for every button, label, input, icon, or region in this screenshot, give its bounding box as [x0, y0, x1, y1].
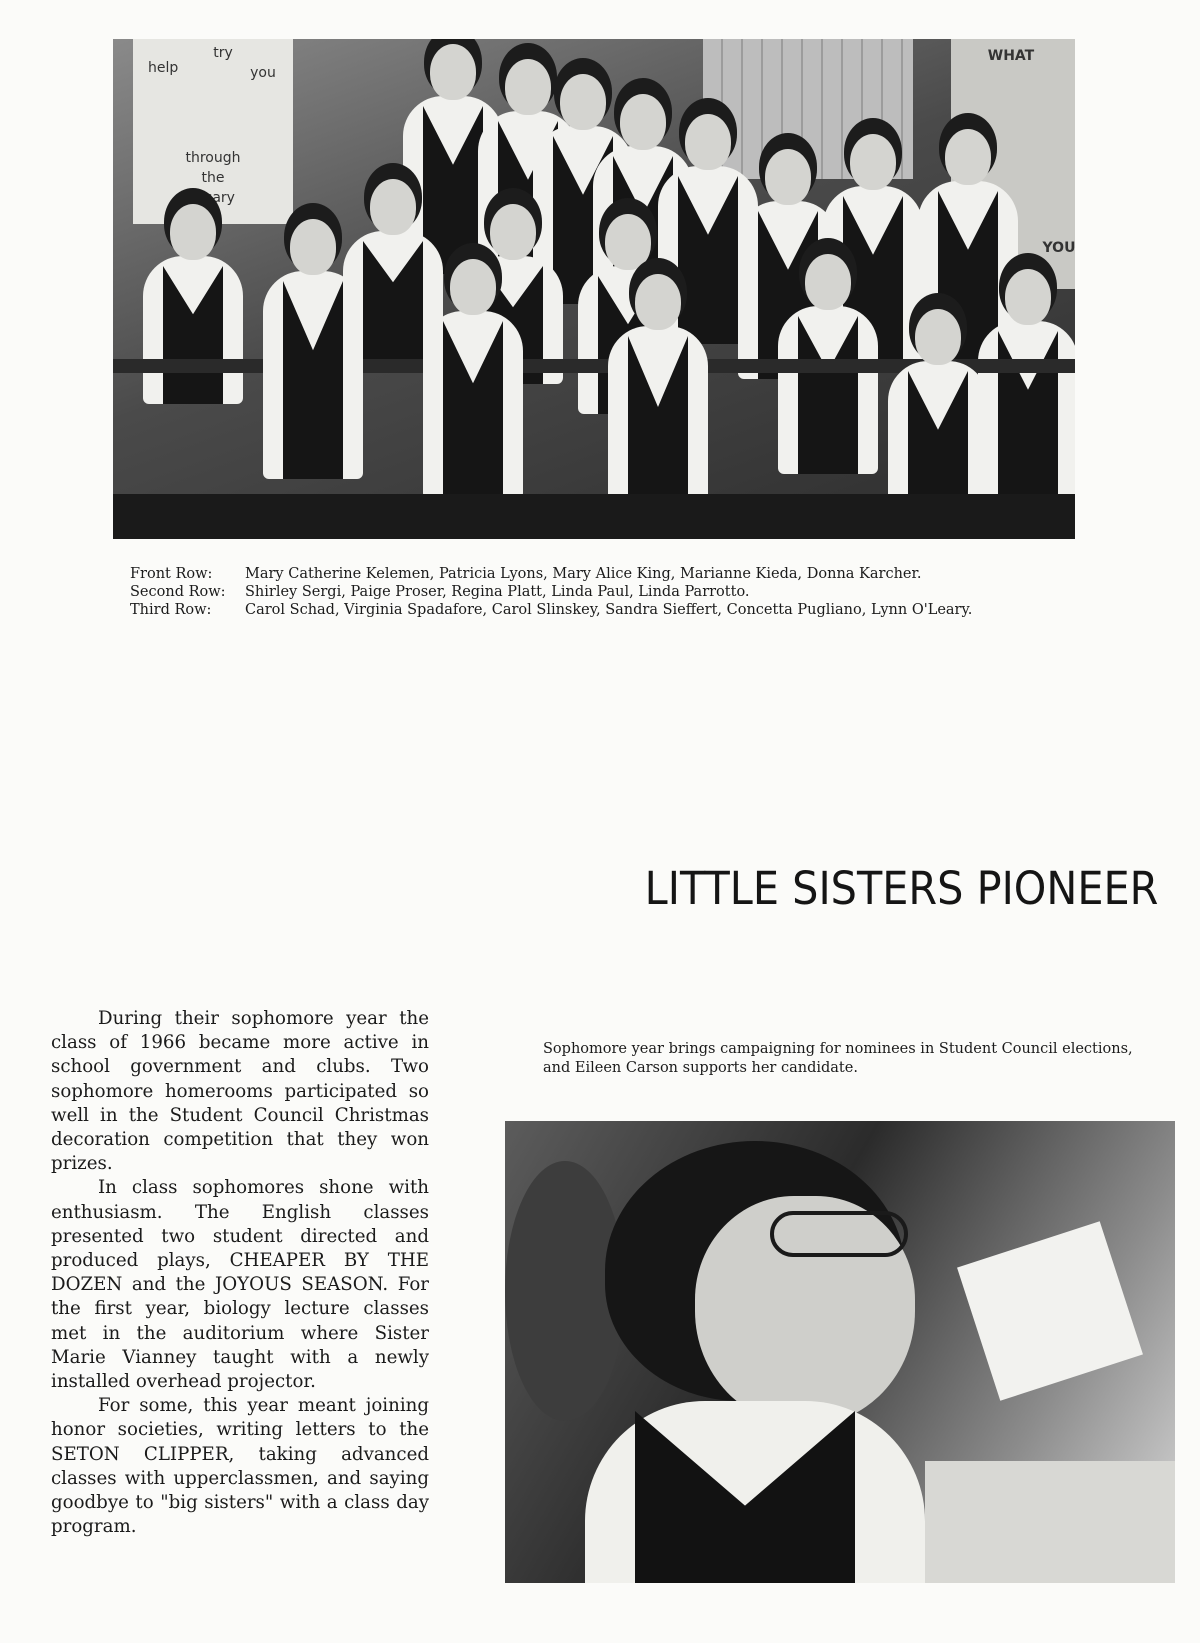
caption-label: Third Row: [130, 602, 212, 618]
desk-row [113, 494, 1075, 539]
caption-row-second [130, 583, 1070, 601]
newspaper [925, 1461, 1175, 1583]
caption-names: Mary Catherine Kelemen, Patricia Lyons, Mary Alice King, Marianne Kieda, Donna Karcher. [245, 566, 922, 582]
rosary-poster [133, 39, 293, 224]
caption-row-third [130, 601, 1070, 619]
poster-word-try: try [213, 45, 233, 61]
poster-word-the: the [201, 170, 225, 186]
body-paragraph: In class sophomores shone with enthusiasm. The English classes presented two student directed and produced plays, CHEAPER BY THE DOZEN and the JOYOUS SEASON. For the first year, biology lecture classes met in the auditorium where Sister Marie Vianney taught with a newly installed overhead projector. [51, 1177, 429, 1393]
poster-word-help: help [148, 60, 179, 76]
student [413, 259, 533, 499]
photo-caption-names [130, 565, 1070, 619]
body-paragraph: For some, this year meant joining honor societies, writing letters to the SETON CLIPPER, taking advanced classes with upperclassmen, and saying goodbye to "big sisters" with a class day program. [51, 1395, 429, 1538]
glasses [770, 1211, 908, 1257]
poster-word-rosary: rosary [191, 190, 235, 206]
caption-names: Shirley Sergi, Paige Proser, Regina Platt, Linda Paul, Linda Parrotto. [245, 584, 750, 600]
body-paragraph: During their sophomore year the class of 1966 became more active in school government and clubs. Two sophomore homerooms participated so well in the Student Council Christmas decoration competition that they won prizes. [51, 1008, 429, 1175]
poster-word-you: you [250, 65, 276, 81]
caption-row-front [130, 565, 1070, 583]
page-title: LITTLE SISTERS PIONEER [644, 862, 1158, 915]
poster-word-through: through [185, 150, 241, 166]
student [138, 204, 248, 404]
article-body [51, 1007, 429, 1539]
campaign-sign [957, 1221, 1143, 1401]
class-photo [113, 39, 1075, 539]
caption-names: Carol Schad, Virginia Spadafore, Carol Slinskey, Sandra Sieffert, Concetta Pugliano, Lynn O'Leary. [245, 602, 973, 618]
caption-label: Front Row: [130, 566, 213, 582]
campaign-photo-caption: Sophomore year brings campaigning for nominees in Student Council elections, and Eileen Carson supports her candidate. [543, 1041, 1133, 1076]
campaign-photo [505, 1121, 1175, 1583]
bulletin-board-text: WHAT [987, 48, 1035, 64]
student [253, 219, 373, 479]
bulletin-board-corner: YOU [1042, 240, 1075, 256]
caption-label: Second Row: [130, 584, 226, 600]
